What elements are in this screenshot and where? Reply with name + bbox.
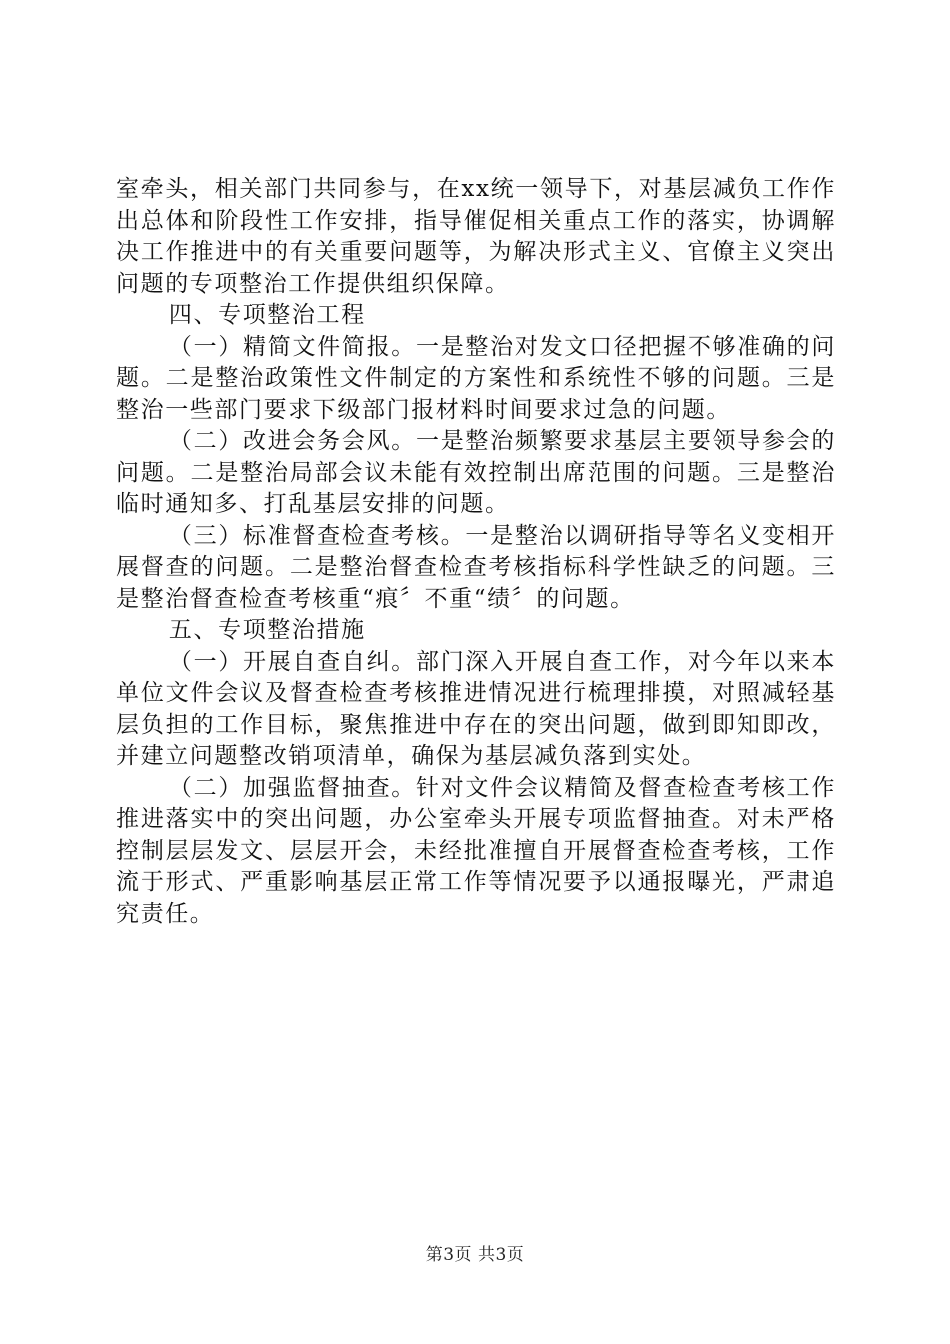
paragraph-simplify-documents: （一）精简文件简报。一是整治对发文口径把握不够准确的问题。二是整治政策性文件制定的方案性和系统性不够的问题。三是整治一些部门要求下级部门报材料时间要求过急的问题。 — [116, 333, 836, 423]
paragraph-standardize-inspections: （三）标准督查检查考核。一是整治以调研指导等名义变相开展督查的问题。二是整治督查检查考核指标科学性缺乏的问题。三是整治督查检查考核重“痕〞不重“绩〞的问题。 — [116, 522, 836, 612]
section-heading-4: 四、专项整治工程 — [168, 302, 366, 328]
paragraph-continuation: 室牵头，相关部门共同参与，在xx统一领导下，对基层减负工作作出总体和阶段性工作安排，指导催促相关重点工作的落实，协调解决工作推进中的有关重要问题等，为解决形式主义、官僚主义突出问题的专项整治工作提供组织保障。 — [116, 176, 836, 297]
paragraph-supervision: （二）加强监督抽查。针对文件会议精简及督查检查考核工作推进落实中的突出问题，办公室牵头开展专项监督抽查。对未严格控制层层发文、层层开会，未经批准擅自开展督查检查考核，工作流于形式、严重影响基层正常工作等情况要予以通报曝光，严肃追究责任。 — [116, 774, 836, 927]
paragraph-improve-meetings: （二）改进会务会风。一是整治频繁要求基层主要领导参会的问题。二是整治局部会议未能有效控制出席范围的问题。三是整治临时通知多、打乱基层安排的问题。 — [116, 428, 836, 517]
document-body — [116, 174, 836, 930]
section-heading-5: 五、专项整治措施 — [168, 617, 366, 643]
page-number-footer: 第3页 共3页 — [425, 1245, 525, 1265]
paragraph-self-inspection: （一）开展自查自纠。部门深入开展自查工作，对今年以来本单位文件会议及督查检查考核推进情况进行梳理排摸，对照减轻基层负担的工作目标，聚焦推进中存在的突出问题，做到即知即改，并建立问题整改销项清单，确保为基层减负落到实处。 — [116, 648, 836, 769]
